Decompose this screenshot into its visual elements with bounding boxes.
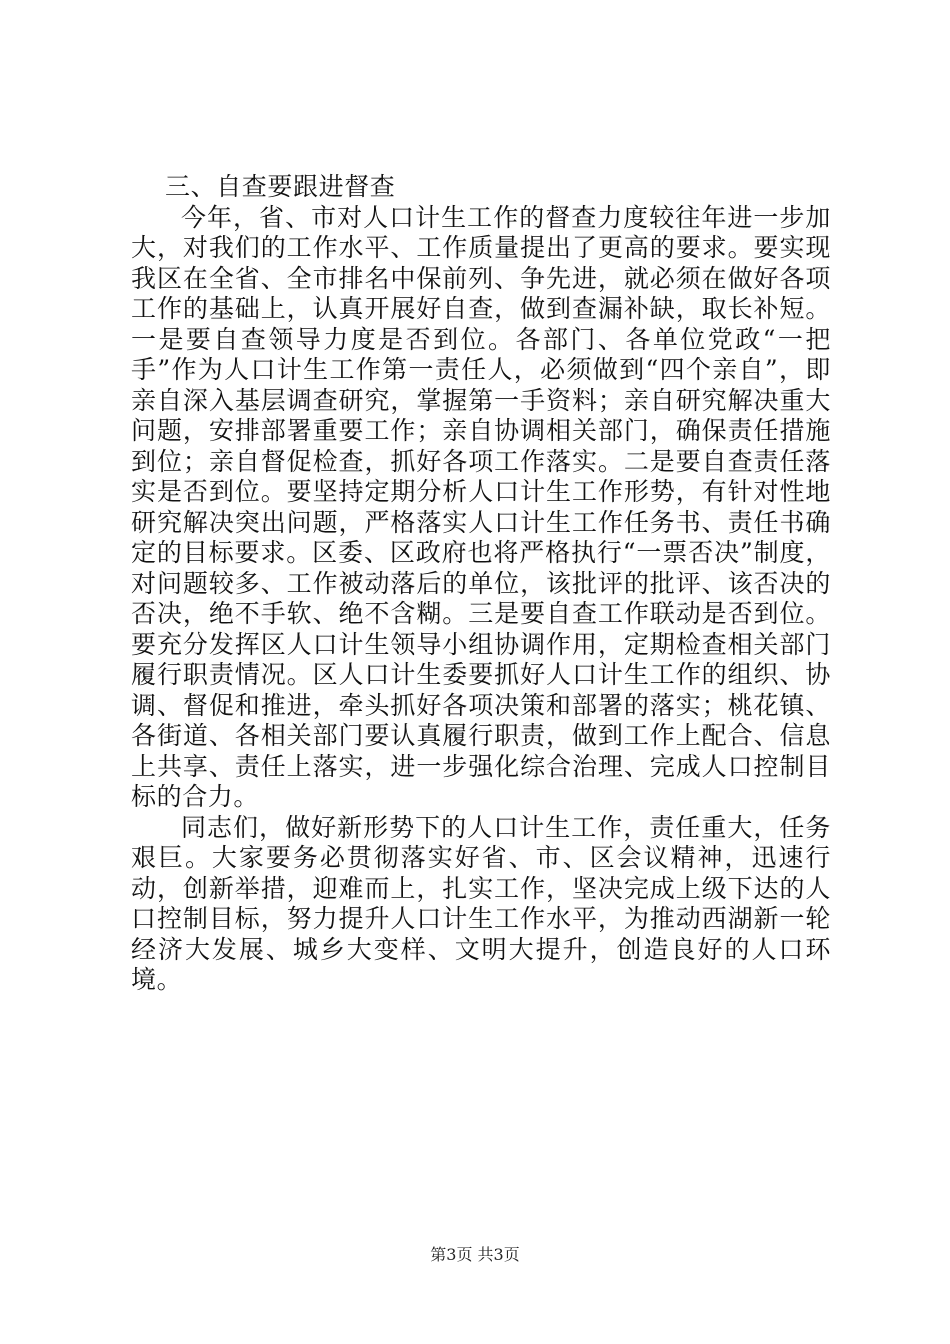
page-number-footer: 第3页 共3页: [430, 1245, 520, 1264]
document-body: [131, 172, 831, 996]
body-paragraph: 今年，省、市对人口计生工作的督查力度较往年进一步加大，对我们的工作水平、工作质量提出了更高的要求。要实现我区在全省、全市排名中保前列、争先进，就必须在做好各项工作的基础上，认真开展好自查，做到查漏补缺，取长补短。一是要自查领导力度是否到位。各部门、各单位党政“一把手”作为人口计生工作第一责任人，必须做到“四个亲自”，即亲自深入基层调查研究，掌握第一手资料；亲自研究解决重大问题，安排部署重要工作；亲自协调相关部门，确保责任措施到位；亲自督促检查，抓好各项工作落实。二是要自查责任落实是否到位。要坚持定期分析人口计生工作形势，有针对性地研究解决突出问题，严格落实人口计生工作任务书、责任书确定的目标要求。区委、区政府也将严格执行“一票否决”制度，对问题较多、工作被动落后的单位，该批评的批评、该否决的否决，绝不手软、绝不含糊。三是要自查工作联动是否到位。要充分发挥区人口计生领导小组协调作用，定期检查相关部门履行职责情况。区人口计生委要抓好人口计生工作的组织、协调、督促和推进，牵头抓好各项决策和部署的落实；桃花镇、各街道、各相关部门要认真履行职责，做到工作上配合、信息上共享、责任上落实，进一步强化综合治理、完成人口控制目标的合力。: [131, 202, 831, 811]
body-paragraph: 同志们，做好新形势下的人口计生工作，责任重大，任务艰巨。大家要务必贯彻落实好省、市、区会议精神，迅速行动，创新举措，迎难而上，扎实工作，坚决完成上级下达的人口控制目标，努力提升人口计生工作水平，为推动西湖新一轮经济大发展、城乡大变样、文明大提升，创造良好的人口环境。: [131, 812, 831, 994]
section-heading: 三、自查要跟进督查: [165, 172, 396, 201]
